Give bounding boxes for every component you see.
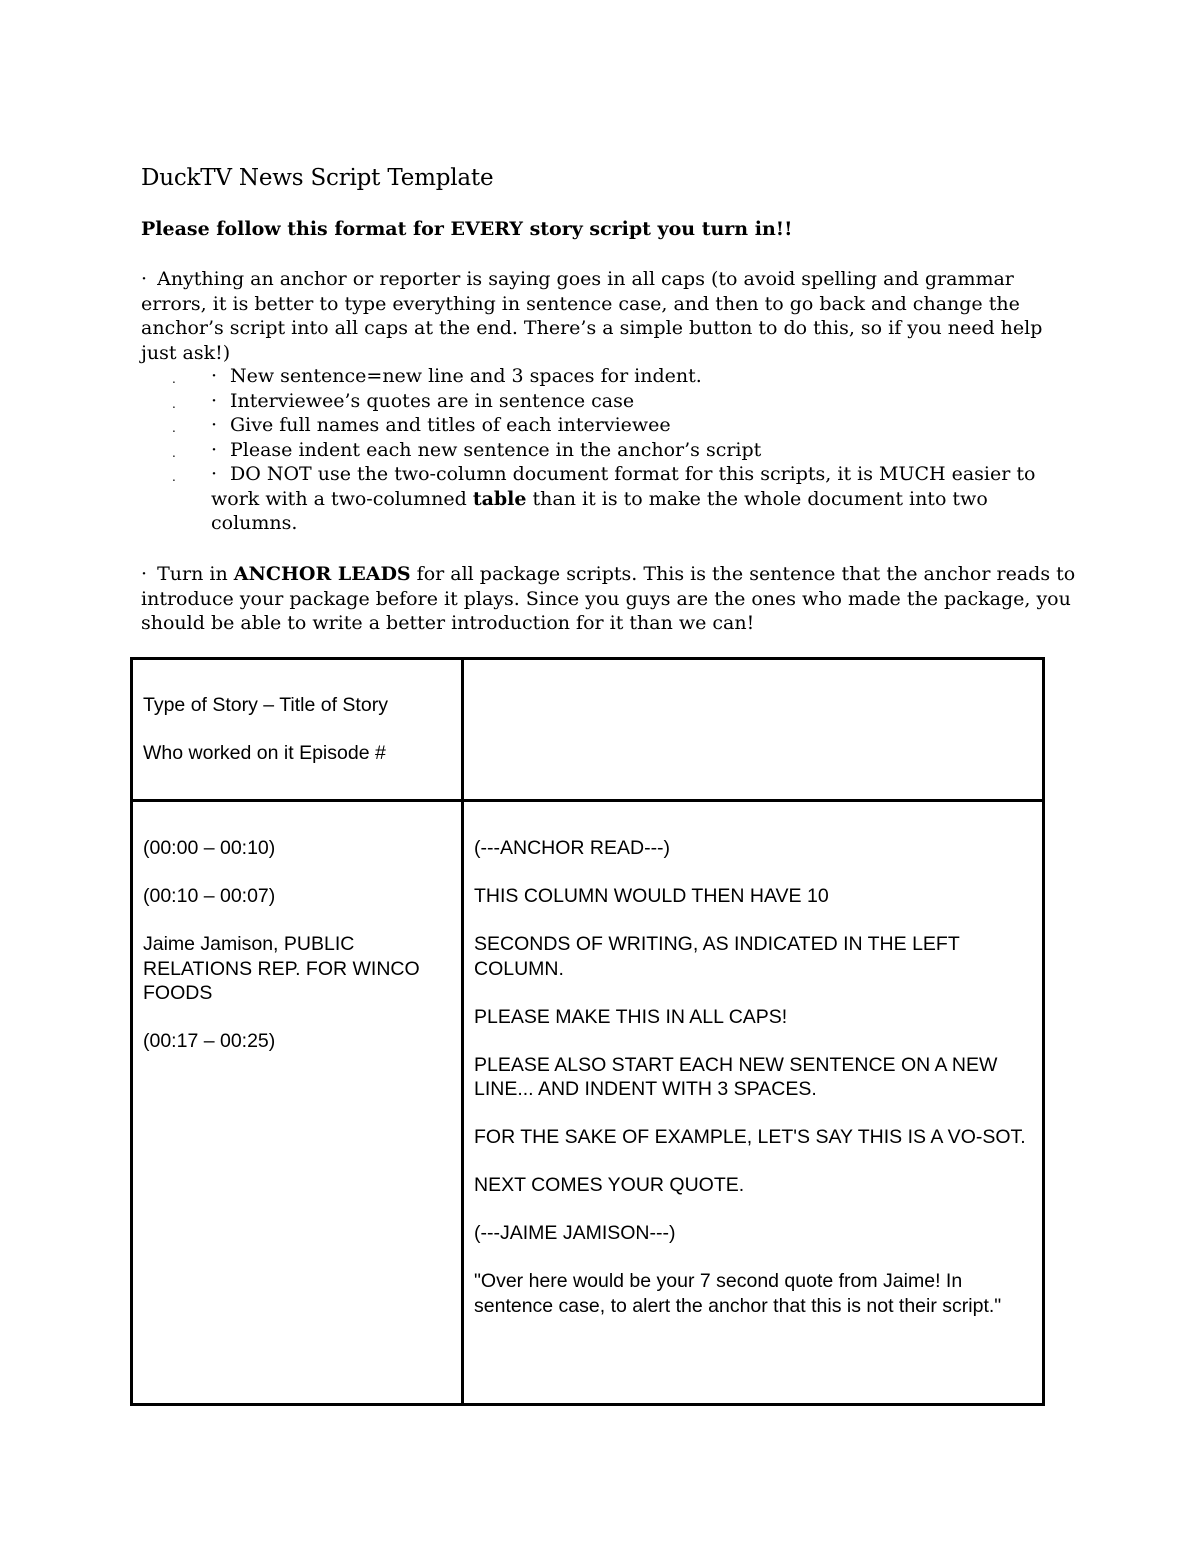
- anchor-leads-bold-text: ANCHOR LEADS: [233, 563, 411, 585]
- list-item-text-part: DO NOT use the two-column document format for this scripts, it is MUCH easier to work with a two-columned: [211, 463, 1036, 510]
- header-right-cell: [463, 659, 1044, 801]
- list-item-text-part: than it is to make the whole document into two columns.: [211, 487, 988, 534]
- list-item: [172, 462, 1052, 536]
- sub-bullet-outer-mark: .: [172, 421, 176, 435]
- timecode-cell: [132, 801, 463, 1405]
- list-item: [172, 438, 1052, 463]
- bullet-mark: ·: [141, 268, 148, 290]
- sub-bullet-mark: ·: [211, 414, 218, 436]
- list-item-text: Interviewee’s quotes are in sentence case: [230, 389, 635, 412]
- list-item-text: New sentence=new line and 3 spaces for indent.: [230, 365, 702, 387]
- intro-paragraph: [141, 267, 1076, 365]
- story-workers-episode: Who worked on it Episode #: [143, 742, 386, 764]
- list-item-text: Give full names and titles of each interviewee: [230, 414, 671, 436]
- script-line: THIS COLUMN WOULD THEN HAVE 10: [474, 885, 829, 907]
- timecode: (00:17 – 00:25): [143, 1030, 276, 1052]
- script-text-cell: [463, 801, 1044, 1405]
- list-item-text: [211, 462, 1052, 536]
- list-item: [172, 389, 1052, 414]
- sub-bullet-mark: ·: [211, 438, 218, 461]
- table-body-row: [132, 801, 1044, 1405]
- list-item: [172, 364, 1052, 389]
- script-line: NEXT COMES YOUR QUOTE.: [474, 1174, 745, 1196]
- anchor-paragraph-text: Turn in: [157, 563, 234, 585]
- script-line: (---ANCHOR READ---): [474, 837, 671, 859]
- list-item-bold-text: table: [472, 487, 527, 510]
- script-line: (---JAIME JAMISON---): [474, 1222, 676, 1244]
- sub-bullet-outer-mark: .: [172, 470, 176, 484]
- bullet-mark: ·: [141, 563, 148, 585]
- anchor-leads-paragraph: [141, 562, 1076, 636]
- sub-bullet-mark: ·: [211, 365, 218, 387]
- script-line: FOR THE SAKE OF EXAMPLE, LET'S SAY THIS IS A VO-SOT.: [474, 1126, 1026, 1148]
- story-type-title: Type of Story – Title of Story: [143, 694, 388, 716]
- table-header-row: [132, 659, 1044, 801]
- sub-bullet-mark: ·: [211, 463, 218, 485]
- timecode: (00:10 – 00:07): [143, 885, 276, 907]
- document-title: DuckTV News Script Template: [141, 165, 494, 191]
- timecode: (00:00 – 00:10): [143, 837, 276, 859]
- script-line: PLEASE MAKE THIS IN ALL CAPS!: [474, 1005, 788, 1028]
- script-table: [130, 657, 1045, 1406]
- list-item: [172, 413, 1052, 438]
- quote-text: "Over here would be your 7 second quote from Jaime! In sentence case, to alert the anchor that this is not their script.": [474, 1270, 1002, 1317]
- formatting-rules-list: [172, 364, 1052, 536]
- interviewee-name: Jaime Jamison, PUBLIC RELATIONS REP. FOR WINCO FOODS: [143, 933, 420, 1004]
- document-subtitle: Please follow this format for EVERY story script you turn in!!: [141, 218, 793, 240]
- list-item-text: Please indent each new sentence in the anchor’s script: [230, 438, 762, 461]
- sub-bullet-outer-mark: .: [172, 372, 176, 386]
- script-line: SECONDS OF WRITING, AS INDICATED IN THE LEFT COLUMN.: [474, 933, 960, 980]
- sub-bullet-outer-mark: .: [172, 396, 176, 411]
- sub-bullet-mark: ·: [211, 389, 218, 412]
- anchor-paragraph-text: for all package scripts. This is the sentence that the anchor reads to introduce your package before it plays. Since you guys are the ones who made the package, you should be able to write a better introduction for it than we can!: [141, 563, 1076, 634]
- sub-bullet-outer-mark: .: [172, 445, 176, 460]
- script-line: PLEASE ALSO START EACH NEW SENTENCE ON A NEW LINE... AND INDENT WITH 3 SPACES.: [474, 1053, 998, 1100]
- header-left-cell: [132, 659, 463, 801]
- intro-paragraph-text: Anything an anchor or reporter is saying goes in all caps (to avoid spelling and grammar errors, it is better to type everything in sentence case, and then to go back and change the anchor’s script into all caps at the end. There’s a simple button to do this, so if you need help just ask!): [141, 268, 1043, 364]
